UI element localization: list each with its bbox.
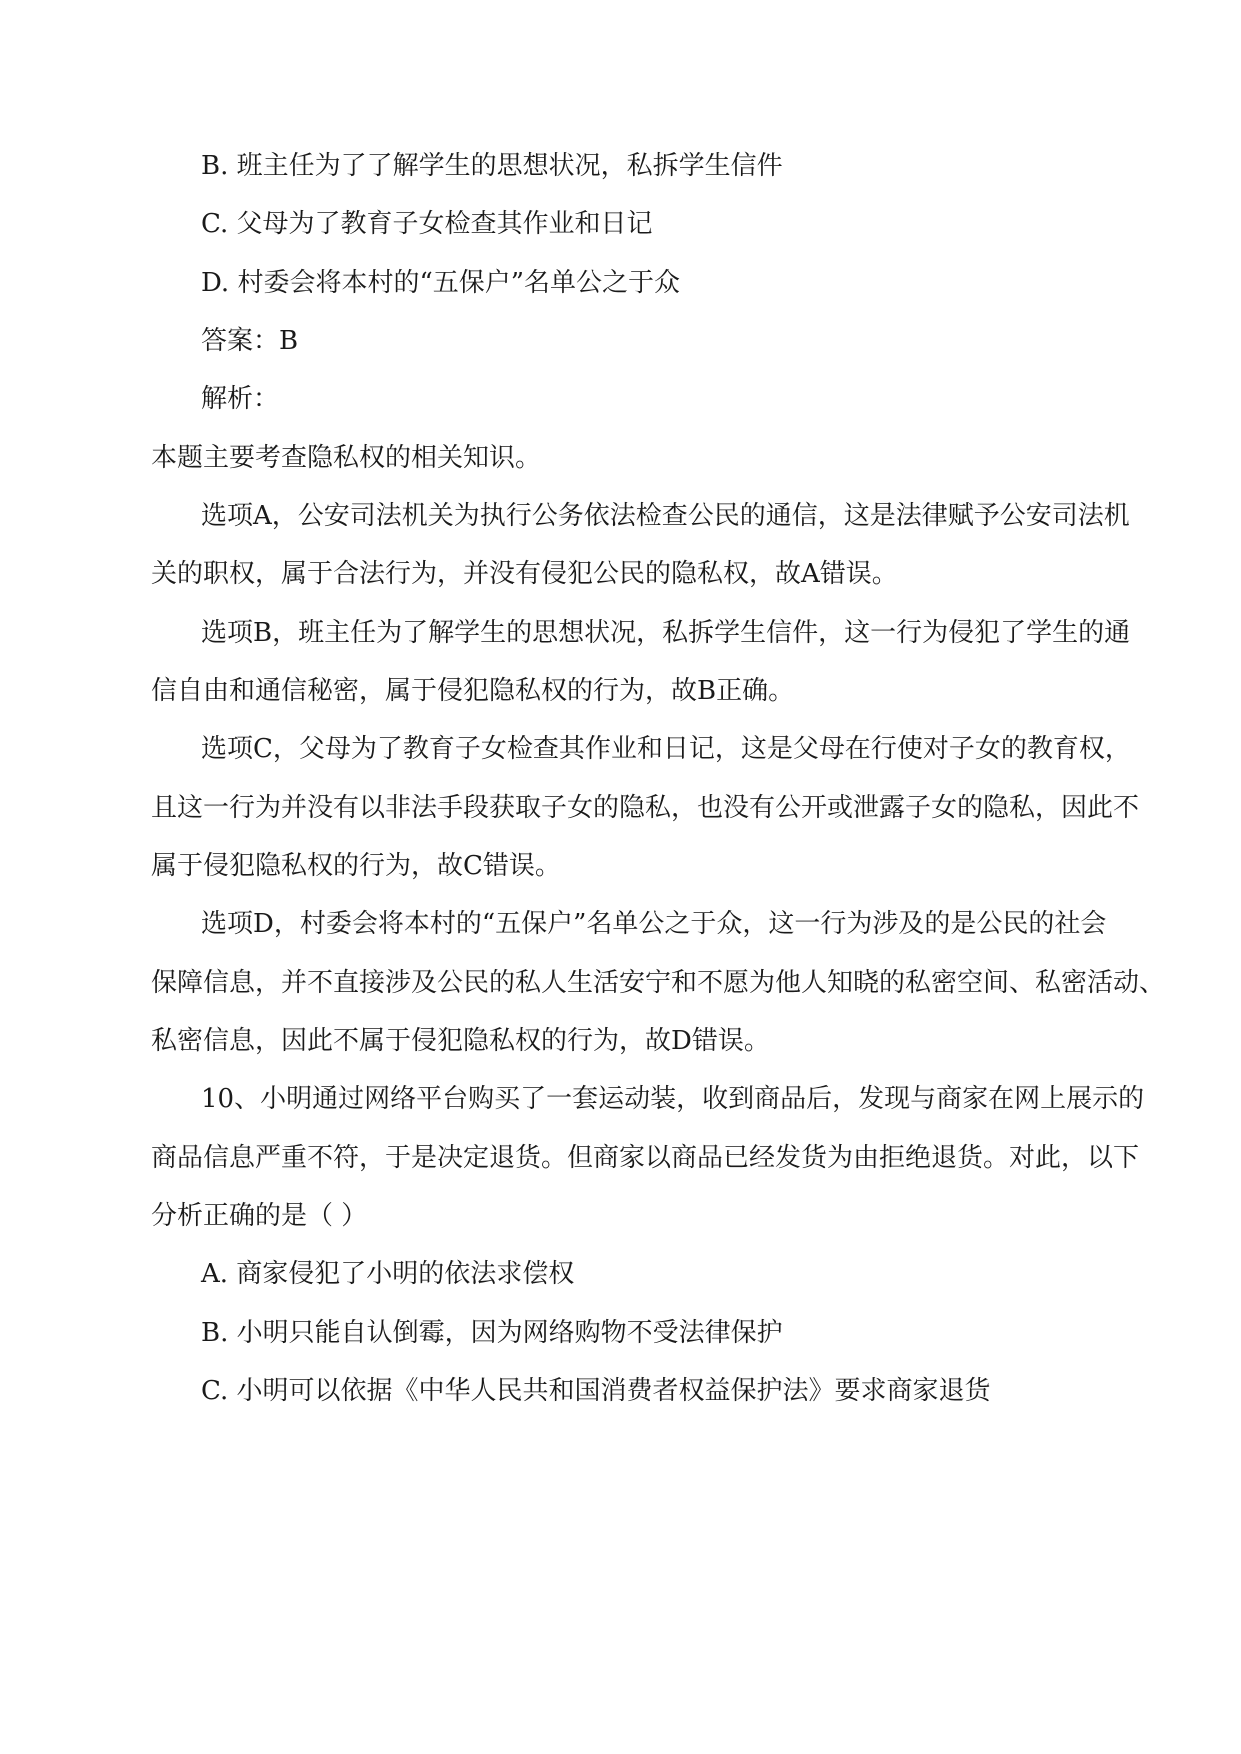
q9-option-b: B. 班主任为了了解学生的思想状况，私拆学生信件 [201,151,783,181]
q10-stem-line3: 分析正确的是（ ） [151,1201,368,1231]
q9-analysis-a-line1: 选项A，公安司法机关为执行公务依法检查公民的通信，这是法律赋予公安司法机 [201,501,1130,531]
q9-option-c: C. 父母为了教育子女检查其作业和日记 [201,209,653,239]
q9-analysis-c-line3: 属于侵犯隐私权的行为，故C错误。 [151,851,561,881]
q9-option-d: D. 村委会将本村的“五保户”名单公之于众 [201,268,681,298]
q10-stem-line2: 商品信息严重不符，于是决定退货。但商家以商品已经发货为由拒绝退货。对此，以下 [151,1143,1140,1173]
q9-analysis-a-line2: 关的职权，属于合法行为，并没有侵犯公民的隐私权，故A错误。 [151,559,898,589]
q10-option-c: C. 小明可以依据《中华人民共和国消费者权益保护法》要求商家退货 [201,1376,991,1406]
q10-stem-line1: 10、小明通过网络平台购买了一套运动装，收到商品后，发现与商家在网上展示的 [201,1084,1145,1114]
q9-analysis-c-line1: 选项C，父母为了教育子女检查其作业和日记，这是父母在行使对子女的教育权， [201,734,1131,764]
q9-analysis-label: 解析： [201,384,280,414]
q9-analysis-intro: 本题主要考查隐私权的相关知识。 [151,443,542,473]
q10-option-a: A. 商家侵犯了小明的依法求偿权 [201,1259,575,1289]
q9-analysis-d-line1: 选项D，村委会将本村的“五保户”名单公之于众，这一行为涉及的是公民的社会 [201,909,1107,939]
q10-option-b: B. 小明只能自认倒霉，因为网络购物不受法律保护 [201,1318,783,1348]
q9-analysis-c-line2: 且这一行为并没有以非法手段获取子女的隐私，也没有公开或泄露子女的隐私，因此不 [151,793,1140,823]
q9-analysis-b-line1: 选项B，班主任为了解学生的思想状况，私拆学生信件，这一行为侵犯了学生的通 [201,618,1131,648]
q9-answer: 答案：B [201,326,299,356]
q9-analysis-d-line3: 私密信息，因此不属于侵犯隐私权的行为，故D错误。 [151,1026,770,1056]
q9-analysis-d-line2: 保障信息，并不直接涉及公民的私人生活安宁和不愿为他人知晓的私密空间、私密活动、 [151,968,1166,998]
q9-analysis-b-line2: 信自由和通信秘密，属于侵犯隐私权的行为，故B正确。 [151,676,795,706]
